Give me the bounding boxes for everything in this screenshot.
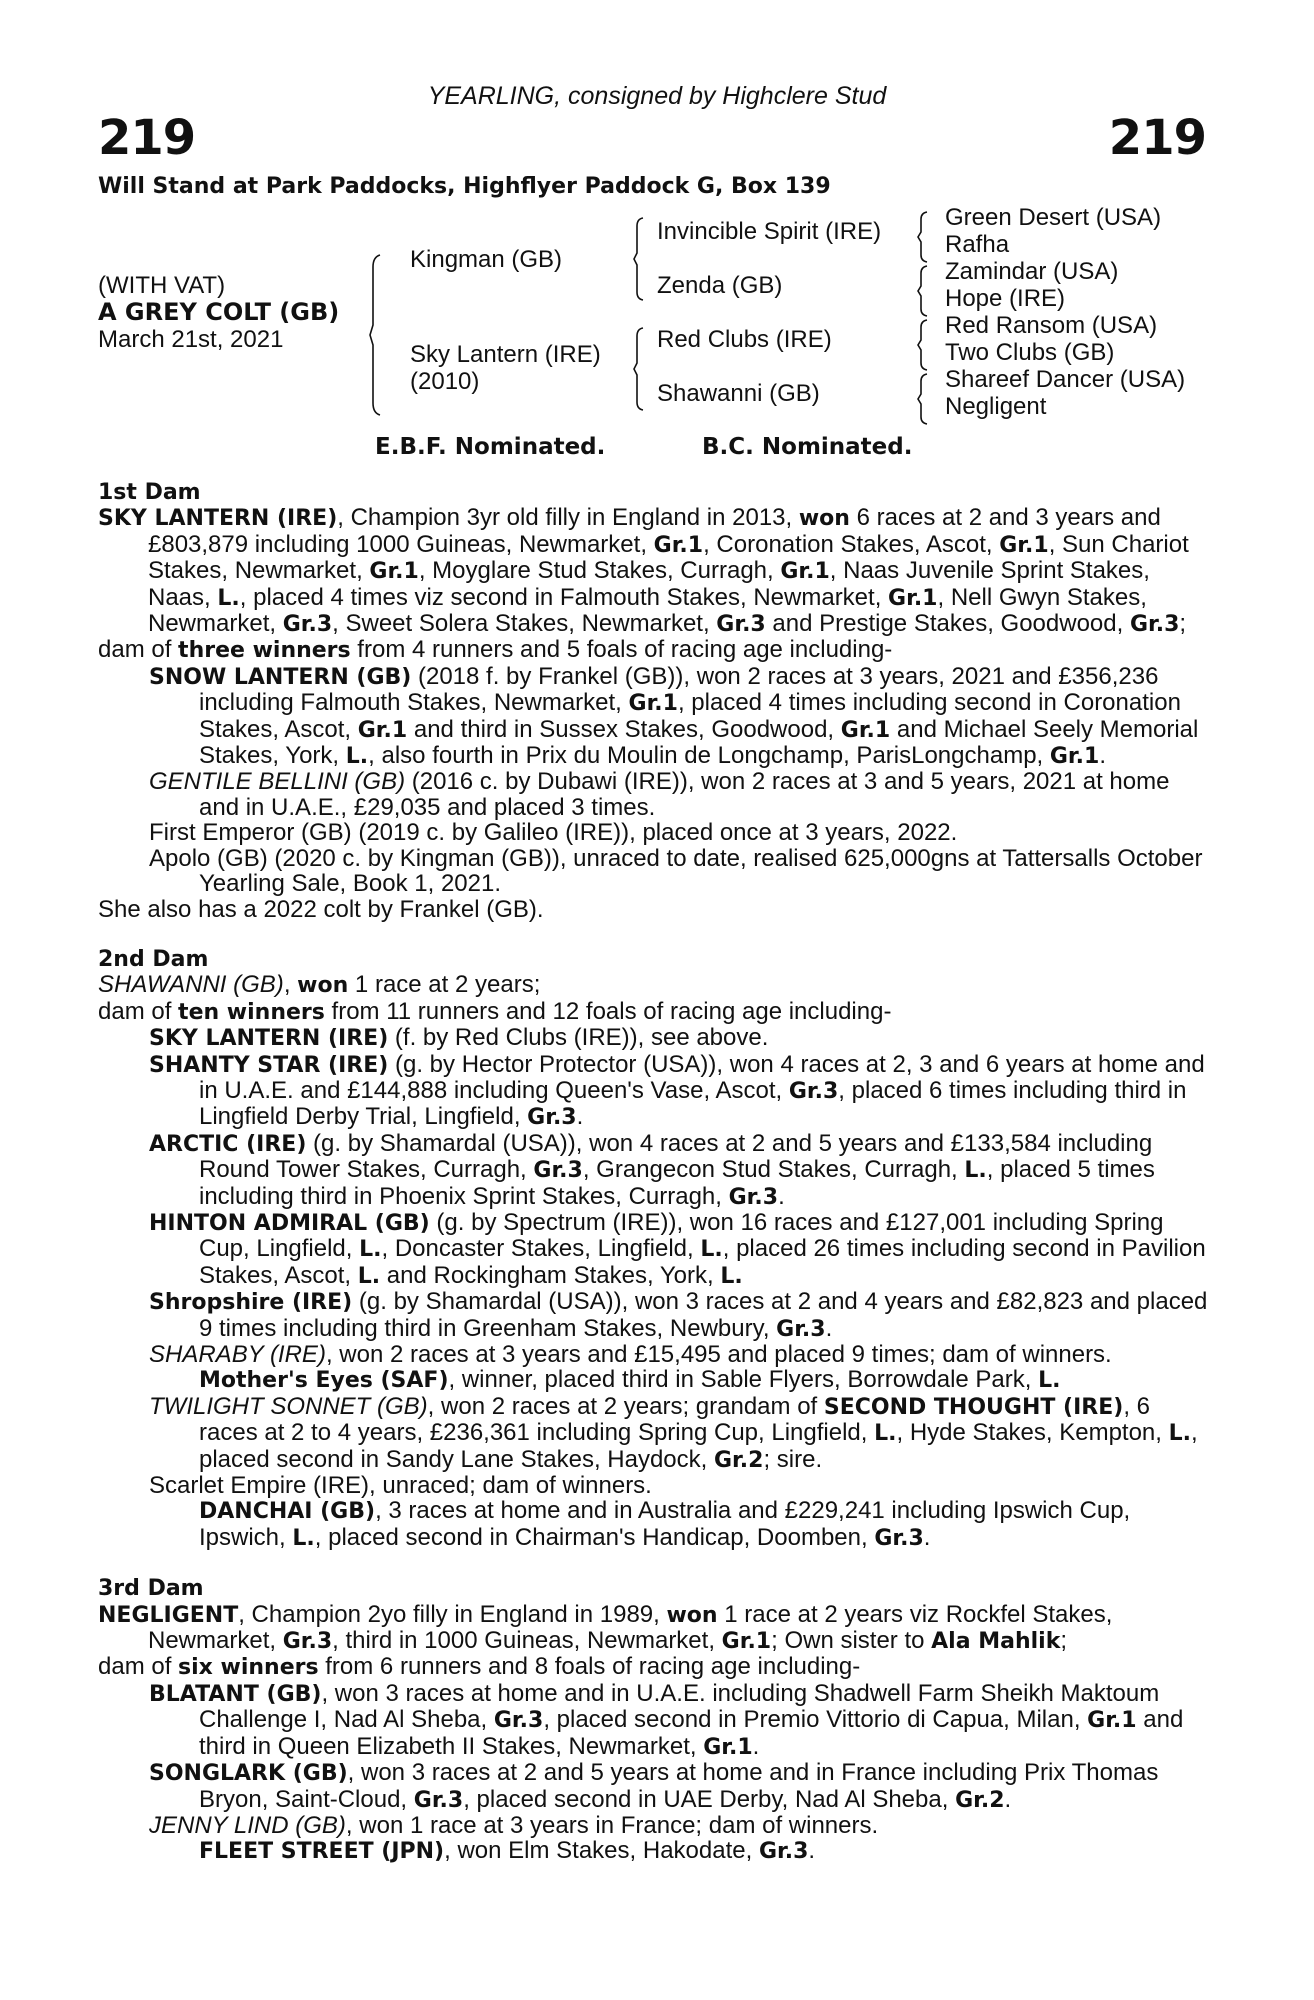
italic-text: TWILIGHT SONNET (GB): [149, 1392, 428, 1420]
text-run: .: [1099, 742, 1106, 770]
bold-text: Gr.3: [728, 1184, 779, 1210]
bold-text: ARCTIC (IRE): [149, 1131, 307, 1157]
text-run: from 4 runners and 5 foals of racing age including-: [350, 636, 893, 664]
text-run: , placed 6 times including third in Lingfield Derby Trial, Lingfield,: [199, 1076, 1187, 1131]
bold-text: Gr.3: [282, 1629, 333, 1655]
text-run: , 3 races at home and in Australia and £229,241 including Ipswich Cup, Ipswich,: [199, 1497, 1131, 1551]
text-run: (2018 f. by Frankel (GB)), won 2 races at 3 years, 2021 and £356,236 including Falmouth Stakes, Newmarket,: [199, 662, 1159, 717]
bold-text: Gr.3: [874, 1525, 924, 1551]
bold-text: Mother's Eyes (SAF): [199, 1368, 449, 1394]
text-run: dam of: [98, 997, 179, 1025]
produce-entry: [98, 1052, 1208, 1131]
text-run: , placed 5 times including third in Phoenix Sprint Stakes, Curragh,: [199, 1156, 1155, 1210]
text-run: 1 race at 2 years;: [348, 971, 541, 999]
text-run: She also has a 2022 colt by Frankel (GB).: [98, 895, 544, 923]
dam1-produce-summary: [98, 637, 1208, 663]
dam1-note: [98, 897, 1208, 922]
produce-entry: [98, 1813, 1208, 1838]
bracket-dam: [634, 328, 648, 410]
vat-note: (WITH VAT): [98, 272, 226, 299]
produce-entry: [98, 1025, 1208, 1051]
bracket-ss: [918, 212, 932, 262]
text-run: and Michael Seely Memorial Stakes, York,: [199, 715, 1199, 770]
ddd: Negligent: [945, 393, 1047, 420]
text-run: (g. by Shamardal (USA)), won 3 races at 2 and 4 years and £82,823 and placed 9 times including third in Greenham Stakes, Newbury,: [199, 1288, 1208, 1342]
bold-text: Gr.1: [780, 559, 830, 585]
bold-text: L.: [359, 1237, 382, 1263]
bold-text: Gr.3: [776, 1316, 826, 1342]
text-run: , Sweet Solera Stakes, Newmarket,: [332, 610, 717, 638]
text-run: Apolo (GB) (2020 c. by Kingman (GB)), unraced to date, realised 625,000gns at Tattersalls October Yearling Sale, Book 1, 2021.: [149, 844, 1203, 898]
dam1-heading: 1st Dam: [98, 480, 201, 505]
text-run: , won 3 races at home and in U.A.E. including Shadwell Farm Sheikh Maktoum Challenge I, Nad Al Sheba,: [199, 1679, 1160, 1734]
bold-text: Gr.3: [527, 1105, 577, 1131]
bold-text: L.: [874, 1421, 897, 1447]
text-run: ;: [1179, 610, 1187, 638]
bold-text: SKY LANTERN (IRE): [98, 506, 338, 532]
text-run: , third in 1000 Guineas, Newmarket,: [332, 1627, 722, 1655]
sire-sire: Invincible Spirit (IRE): [657, 218, 882, 245]
text-run: , won 3 races at 2 and 5 years at home and in France including Prix Thomas Bryon, Saint-Cloud,: [199, 1759, 1159, 1813]
text-run: (2016 c. by Dubawi (IRE)), won 2 races at 3 and 5 years, 2021 at home and in U.A.E., £29,035 and placed 3 times.: [199, 768, 1170, 821]
bold-text: Gr.1: [888, 585, 938, 611]
text-run: .: [752, 1732, 760, 1760]
text-run: and Prestige Stakes, Goodwood,: [765, 610, 1130, 638]
bold-text: SHANTY STAR (IRE): [149, 1052, 389, 1078]
bracket-lot: [370, 255, 390, 415]
bold-text: SONGLARK (GB): [149, 1761, 348, 1787]
text-run: (g. by Hector Protector (USA)), won 4 races at 2, 3 and 6 years at home and in U.A.E. and £144,888 including Queen's Vase, Ascot,: [199, 1050, 1205, 1104]
bold-text: SNOW LANTERN (GB): [149, 664, 412, 690]
bracket-sire: [634, 218, 648, 300]
text-run: , Coronation Stakes, Ascot,: [703, 530, 1000, 558]
bold-text: L.: [1038, 1368, 1061, 1394]
bold-text: Ala Mahlik: [931, 1629, 1061, 1655]
text-run: dam of: [98, 636, 179, 664]
bold-text: Gr.1: [1087, 1708, 1137, 1734]
dam-sire: Red Clubs (IRE): [657, 326, 832, 353]
bold-text: L.: [217, 585, 240, 611]
produce-entry: [98, 769, 1208, 820]
italic-text: SHARABY (IRE): [149, 1341, 326, 1368]
text-run: , placed 26 times including second in Pavilion Stakes, Ascot,: [199, 1235, 1206, 1289]
dds: Shareef Dancer (USA): [945, 366, 1186, 393]
bold-text: Gr.3: [533, 1158, 583, 1184]
text-run: .: [825, 1314, 833, 1342]
text-run: , Champion 3yr old filly in England in 2013,: [337, 504, 799, 532]
bold-text: three winners: [178, 638, 351, 664]
bold-text: Gr.1: [369, 559, 419, 585]
bold-text: L.: [357, 1263, 381, 1289]
text-run: , won 1 race at 3 years in France; dam of winners.: [345, 1811, 879, 1839]
text-run: .: [1004, 1785, 1012, 1813]
grandchild-entry: [98, 1838, 1208, 1864]
bold-text: Gr.1: [1049, 744, 1100, 770]
dam1-entry: [98, 505, 1208, 637]
bold-text: BLATANT (GB): [149, 1681, 322, 1707]
text-run: , won 2 races at 3 years and £15,495 and placed 9 times; dam of winners.: [325, 1341, 1112, 1368]
dam3-produce-summary: [98, 1654, 1208, 1680]
bold-text: NEGLIGENT: [98, 1602, 239, 1628]
text-run: (f. by Red Clubs (IRE)), see above.: [388, 1024, 769, 1052]
produce-entry: [98, 1394, 1208, 1473]
produce-entry: [98, 664, 1208, 770]
grandchild-entry: [98, 1498, 1208, 1551]
bold-text: L.: [700, 1237, 723, 1263]
bold-text: Gr.1: [840, 717, 891, 743]
text-run: , also fourth in Prix du Moulin de Longchamp, ParisLongchamp,: [368, 742, 1050, 770]
ebf-nomination: E.B.F. Nominated.: [375, 434, 606, 460]
produce-entry: [98, 1289, 1208, 1342]
bold-text: Gr.3: [716, 612, 766, 638]
dam2-entry: [98, 972, 1208, 998]
text-run: dam of: [98, 1653, 179, 1681]
sds: Zamindar (USA): [945, 258, 1119, 285]
text-run: Scarlet Empire (IRE), unraced; dam of winners.: [149, 1472, 652, 1500]
produce-entry: [98, 1131, 1208, 1210]
text-run: , Moyglare Stud Stakes, Curragh,: [418, 557, 781, 585]
text-run: , 6 races at 2 to 4 years, £236,361 including Spring Cup, Lingfield,: [199, 1392, 1151, 1447]
text-run: ; sire.: [763, 1445, 823, 1473]
bold-text: ten winners: [178, 999, 325, 1025]
text-run: , placed 4 times viz second in Falmouth Stakes, Newmarket,: [239, 583, 889, 611]
text-run: (g. by Shamardal (USA)), won 4 races at 2 and 5 years and £133,584 including Round Tower Stakes, Curragh,: [199, 1129, 1153, 1184]
bold-text: Gr.1: [703, 1734, 753, 1760]
bc-nomination: B.C. Nominated.: [702, 434, 913, 460]
text-run: 6 races at 2 and 3 years and £803,879 including 1000 Guineas, Newmarket,: [148, 504, 1161, 558]
italic-text: SHAWANNI (GB): [98, 971, 284, 999]
dsd: Two Clubs (GB): [945, 339, 1115, 366]
text-run: ,: [283, 971, 298, 999]
dam-dam: Shawanni (GB): [657, 380, 820, 407]
lot-number-left: 219: [98, 110, 196, 166]
bold-text: six winners: [178, 1655, 319, 1681]
produce-entry: [98, 1473, 1208, 1498]
catalogue-body: [98, 480, 1208, 1865]
bold-text: L.: [345, 744, 369, 770]
dam2-heading: 2nd Dam: [98, 946, 209, 972]
bold-text: Gr.2: [714, 1447, 764, 1473]
text-run: ;: [1060, 1627, 1068, 1655]
text-run: , Sun Chariot Stakes, Newmarket,: [148, 530, 1189, 585]
bold-text: won: [798, 506, 850, 532]
italic-text: JENNY LIND (GB): [149, 1811, 346, 1839]
sss: Green Desert (USA): [945, 204, 1162, 231]
bracket-dd: [918, 374, 932, 424]
dss: Red Ransom (USA): [945, 312, 1158, 339]
produce-entry: [98, 1342, 1208, 1367]
dam3-entry: [98, 1602, 1208, 1655]
grandchild-entry: [98, 1367, 1208, 1393]
ssd: Rafha: [945, 231, 1010, 258]
text-run: .: [576, 1103, 584, 1131]
bold-text: Gr.1: [357, 717, 408, 743]
bracket-ds: [918, 320, 932, 370]
text-run: , placed second in Sandy Lane Stakes, Haydock,: [199, 1419, 1198, 1473]
text-run: from 6 runners and 8 foals of racing age including-: [318, 1653, 861, 1681]
text-run: and third in Queen Elizabeth II Stakes, Newmarket,: [199, 1706, 1184, 1760]
lot-number-right: 219: [1108, 110, 1206, 166]
bold-text: won: [297, 973, 349, 999]
text-run: .: [778, 1182, 785, 1210]
text-run: (g. by Spectrum (IRE)), won 16 races and £127,001 including Spring Cup, Lingfield,: [199, 1208, 1164, 1263]
bold-text: Shropshire (IRE): [149, 1290, 353, 1316]
produce-entry: [98, 846, 1208, 897]
text-run: , placed second in Chairman's Handicap, Doomben,: [314, 1523, 875, 1551]
text-run: from 11 runners and 12 foals of racing age including-: [324, 997, 892, 1025]
bold-text: Gr.1: [999, 532, 1049, 558]
text-run: .: [808, 1837, 816, 1865]
bold-text: Gr.1: [628, 691, 678, 717]
produce-entry: [98, 1210, 1208, 1289]
bold-text: L.: [720, 1263, 743, 1289]
bold-text: L.: [292, 1525, 315, 1551]
text-run: 1 race at 2 years viz Rockfel Stakes, Newmarket,: [148, 1600, 1113, 1655]
dam2-produce-summary: [98, 999, 1208, 1025]
text-run: , Grangecon Stud Stakes, Curragh,: [582, 1156, 965, 1184]
foaling-date: March 21st, 2021: [98, 326, 284, 353]
produce-entry: [98, 820, 1208, 845]
italic-text: GENTILE BELLINI (GB): [149, 768, 406, 796]
produce-entry: [98, 1681, 1208, 1760]
text-run: , Naas Juvenile Sprint Stakes, Naas,: [148, 557, 1150, 611]
dam3-heading: 3rd Dam: [98, 1576, 204, 1602]
sdd: Hope (IRE): [945, 285, 1066, 312]
text-run: , placed 4 times including second in Coronation Stakes, Ascot,: [199, 689, 1181, 743]
lot-title: A GREY COLT (GB): [98, 298, 340, 326]
produce-entry: [98, 1760, 1208, 1813]
text-run: , winner, placed third in Sable Flyers, Borrowdale Park,: [448, 1366, 1039, 1394]
bold-text: L.: [964, 1158, 987, 1184]
sire: Kingman (GB): [410, 246, 563, 273]
bold-text: won: [666, 1602, 718, 1628]
bold-text: SECOND THOUGHT (IRE): [823, 1394, 1124, 1420]
bold-text: Gr.3: [413, 1787, 464, 1813]
text-run: and third in Sussex Stakes, Goodwood,: [407, 715, 841, 743]
text-run: , won Elm Stakes, Hakodate,: [444, 1837, 759, 1865]
text-run: , Doncaster Stakes, Lingfield,: [381, 1235, 701, 1263]
bold-text: Gr.1: [653, 532, 704, 558]
consignment-line: YEARLING, consigned by Highclere Stud: [427, 82, 887, 110]
dam: Sky Lantern (IRE): [410, 341, 601, 368]
dam-year: (2010): [410, 368, 480, 395]
bold-text: HINTON ADMIRAL (GB): [149, 1210, 430, 1236]
bold-text: Gr.3: [282, 612, 333, 638]
bold-text: Gr.3: [788, 1078, 839, 1104]
bold-text: Gr.3: [493, 1708, 544, 1734]
text-run: , placed second in Premio Vittorio di Capua, Milan,: [543, 1706, 1088, 1734]
bold-text: Gr.2: [955, 1787, 1005, 1813]
text-run: .: [923, 1523, 931, 1551]
bracket-sd: [918, 266, 932, 316]
stand-location: Will Stand at Park Paddocks, Highflyer Paddock G, Box 139: [98, 174, 831, 199]
text-run: , won 2 races at 2 years; grandam of: [427, 1392, 824, 1420]
text-run: , Hyde Stakes, Kempton,: [896, 1419, 1169, 1447]
text-run: and Rockingham Stakes, York,: [380, 1261, 721, 1289]
bold-text: FLEET STREET (JPN): [199, 1839, 445, 1865]
bold-text: Gr.1: [721, 1629, 772, 1655]
text-run: , Nell Gwyn Stakes, Newmarket,: [148, 583, 1147, 638]
text-run: , placed second in UAE Derby, Nad Al Sheba,: [463, 1785, 956, 1813]
bold-text: SKY LANTERN (IRE): [149, 1026, 389, 1052]
text-run: First Emperor (GB) (2019 c. by Galileo (IRE)), placed once at 3 years, 2022.: [149, 819, 958, 847]
text-run: ; Own sister to: [771, 1627, 932, 1655]
text-run: , Champion 2yo filly in England in 1989,: [238, 1600, 667, 1628]
bold-text: Gr.3: [1129, 612, 1180, 638]
bold-text: Gr.3: [758, 1839, 809, 1865]
bold-text: L.: [1168, 1421, 1192, 1447]
bold-text: DANCHAI (GB): [199, 1499, 376, 1525]
sire-dam: Zenda (GB): [657, 272, 783, 299]
